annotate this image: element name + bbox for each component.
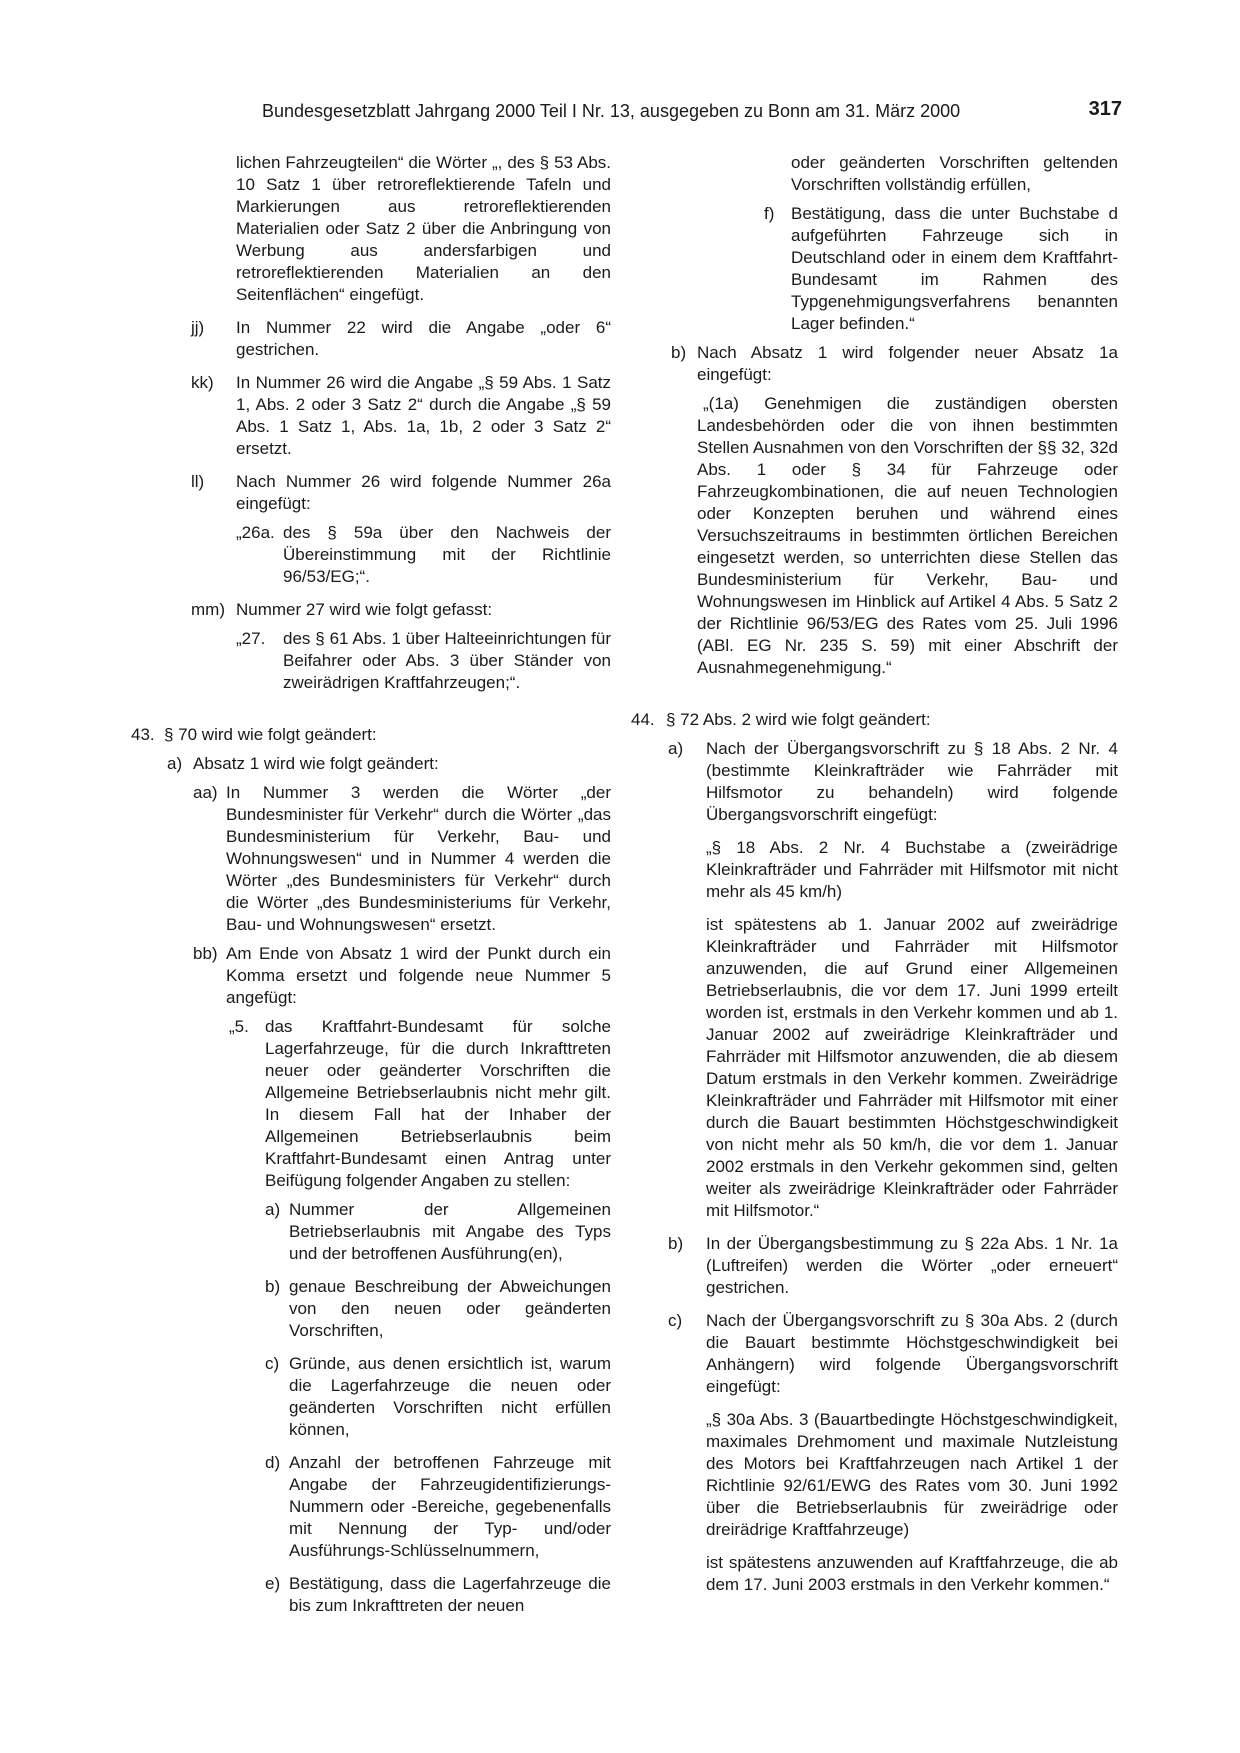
item-text: genaue Beschreibung der Abweichungen von den neuen oder geänderten Vorschriften, bbox=[289, 1277, 611, 1340]
right-column bbox=[631, 152, 1118, 1596]
item-label: „5. bbox=[229, 1017, 249, 1036]
item-text: Bestätigung, dass die Lagerfahrzeuge die bis zum Inkrafttreten der neuen bbox=[289, 1574, 611, 1615]
quote-nr-5 bbox=[131, 1016, 611, 1192]
list-item-kk bbox=[131, 372, 611, 460]
quote-18-abs-2-body bbox=[631, 914, 1118, 1222]
item-text: Am Ende von Absatz 1 wird der Punkt durch ein Komma ersetzt und folgende neue Nummer 5 angefügt: bbox=[226, 944, 611, 1007]
item-label: e) bbox=[265, 1574, 281, 1593]
quote-5-item-f bbox=[631, 203, 1118, 335]
quote-text: „§ 30a Abs. 3 (Bauartbedingte Höchstgeschwindigkeit, maximales Drehmoment und maximale Nutzleistung des Motors bei Kraftfahrzeugen nach Artikel 1 der Richtlinie 92/61/EWG des Rates vom 30. Juni 1992 über die Betriebserlaubnis für zweirädrige oder dreirädrige Kraftfahrzeuge) bbox=[706, 1410, 1118, 1539]
item-label: c) bbox=[265, 1354, 280, 1373]
item-label: aa) bbox=[193, 783, 218, 802]
section-text: § 72 Abs. 2 wird wie folgt geändert: bbox=[666, 710, 931, 729]
item-text: Nach Nummer 26 wird folgende Nummer 26a eingefügt: bbox=[236, 472, 611, 513]
quote-text: ist spätestens anzuwenden auf Kraftfahrzeuge, die ab dem 17. Juni 2003 erstmals in den Verkehr kommen.“ bbox=[706, 1553, 1118, 1594]
quote-5-item-b bbox=[131, 1276, 611, 1342]
section-44 bbox=[631, 709, 1118, 731]
item-label: a) bbox=[167, 754, 183, 773]
item-label: ll) bbox=[191, 472, 205, 491]
quote-text: „(1a) Genehmigen die zuständigen obersten Landesbehörden oder die von ihnen bestimmten Stellen Ausnahmen von den Vorschriften der §§ 32, 32d Abs. 1 oder § 34 für Fahrzeuge oder Fahrzeugkombinationen, die auf neuen Technologien oder Konzepten beruhen und während eines Versuchszeitraums in bestimmten örtlichen Bereichen eingesetzt werden, so unterrichten diese Stellen das Bundesministerium für Verkehr, Bau- und Wohnungswesen im Hinblick auf Artikel 4 Abs. 5 Satz 2 der Richtlinie 96/53/EG des Rates vom 25. Juli 1996 (ABl. EG Nr. 235 S. 59) mit einer Abschrift der Ausnahmegenehmigung.“ bbox=[697, 394, 1118, 677]
item-text: Nach Absatz 1 wird folgender neuer Absatz 1a eingefügt: bbox=[697, 343, 1118, 384]
page-number: 317 bbox=[1088, 98, 1122, 120]
item-label: f) bbox=[764, 204, 775, 223]
quote-5-item-e bbox=[131, 1573, 611, 1617]
quote-text: ist spätestens ab 1. Januar 2002 auf zweirädrige Kleinkrafträder und Fahrräder mit Hilfsmotor anzuwenden, die auf Grund einer Allgemeinen Betriebserlaubnis, die vor dem 17. Juni 1999 erteilt worden ist, erstmals in den Verkehr kommen und ab 1. Januar 2002 auf zweirädrige Kleinkrafträder und Fahrräder mit Hilfsmotor anzuwenden, die ab diesem Datum erstmals in den Verkehr kommen. Zweirädrige Kleinkrafträder und Fahrräder mit Hilfsmotor mit einer durch die Bauart bestimmten Höchstgeschwindigkeit von nicht mehr als 50 km/h, die vor dem 1. Januar 2002 erstmals in den Verkehr gekommen sind, gelten weiter als zweirädrige Kleinkrafträder oder Fahrräder mit Hilfsmotor.“ bbox=[706, 915, 1118, 1220]
item-label: b) bbox=[671, 343, 687, 362]
section-44-a bbox=[631, 738, 1118, 826]
quote-27 bbox=[131, 628, 611, 694]
item-label: kk) bbox=[191, 373, 214, 392]
section-43-b bbox=[631, 342, 1118, 386]
quote-5-item-d bbox=[131, 1452, 611, 1562]
item-label: b) bbox=[265, 1277, 281, 1296]
item-label: a) bbox=[265, 1200, 281, 1219]
item-label: mm) bbox=[191, 600, 225, 619]
list-item-mm bbox=[131, 599, 611, 621]
item-label: a) bbox=[668, 739, 684, 758]
item-label: bb) bbox=[193, 944, 218, 963]
section-text: § 70 wird wie folgt geändert: bbox=[164, 725, 377, 744]
item-text: Nach der Übergangsvorschrift zu § 18 Abs. 2 Nr. 4 (bestimmte Kleinkrafträder wie Fahrräder mit Hilfsmotor zu behandeln) wird folgende Übergangsvorschrift eingefügt: bbox=[706, 739, 1118, 824]
item-text: des § 59a über den Nachweis der Übereinstimmung mit der Richtlinie 96/53/EG;“. bbox=[283, 523, 611, 586]
item-text: Anzahl der betroffenen Fahrzeuge mit Angabe der Fahrzeugidentifizierungs-Nummern oder -Bereiche, gegebenenfalls mit Nennung der Typ- und/oder Ausführungs-Schlüsselnummern, bbox=[289, 1453, 611, 1560]
section-number: 43. bbox=[131, 725, 155, 744]
section-number: 44. bbox=[631, 710, 655, 729]
section-43-aa bbox=[131, 782, 611, 936]
item-text: In Nummer 26 wird die Angabe „§ 59 Abs. 1 Satz 1, Abs. 2 oder 3 Satz 2“ durch die Angabe „§ 59 Abs. 1 Satz 1, Abs. 1a, 1b, 2 oder 3 Satz 2“ ersetzt. bbox=[236, 373, 611, 458]
item-text: Nach der Übergangsvorschrift zu § 30a Abs. 2 (durch die Bauart bestimmte Höchstgeschwindigkeit bei Anhängern) wird folgende Übergangsvorschrift eingefügt: bbox=[706, 1311, 1118, 1396]
item-text: des § 61 Abs. 1 über Halteeinrichtungen für Beifahrer oder Abs. 3 über Ständer von zweirädrigen Kraftfahrzeugen;“. bbox=[283, 629, 611, 692]
section-43 bbox=[131, 724, 611, 746]
running-title: Bundesgesetzblatt Jahrgang 2000 Teil I Nr. 13, ausgegeben zu Bonn am 31. März 2000 bbox=[262, 101, 961, 121]
section-43-a bbox=[131, 753, 611, 775]
quote-5-item-c bbox=[131, 1353, 611, 1441]
item-label: b) bbox=[668, 1234, 684, 1253]
section-43-bb bbox=[131, 943, 611, 1009]
item-text: Nummer 27 wird wie folgt gefasst: bbox=[236, 600, 493, 619]
continued-item-e bbox=[631, 152, 1118, 196]
item-label: jj) bbox=[191, 318, 205, 337]
continued-paragraph bbox=[131, 152, 611, 306]
paragraph-text: oder geänderten Vorschriften geltenden Vorschriften vollständig erfüllen, bbox=[791, 153, 1118, 194]
item-text: Gründe, aus denen ersichtlich ist, warum die Lagerfahrzeuge die neuen oder geänderten Vorschriften nicht erfüllen können, bbox=[289, 1354, 611, 1439]
quote-text: „§ 18 Abs. 2 Nr. 4 Buchstabe a (zweirädrige Kleinkrafträder und Fahrräder mit Hilfsmotor mit nicht mehr als 45 km/h) bbox=[706, 838, 1118, 901]
item-text: Nummer der Allgemeinen Betriebserlaubnis mit Angabe des Typs und der betroffenen Ausführung(en), bbox=[289, 1200, 611, 1263]
item-text: In Nummer 3 werden die Wörter „der Bundesminister für Verkehr“ durch die Wörter „das Bundesministerium für Verkehr, Bau- und Wohnungswesen“ und in Nummer 4 werden die Wörter „des Bundesministers für Verkehr“ durch die Wörter „des Bundesministeriums für Verkehr, Bau- und Wohnungswesen“ ersetzt. bbox=[226, 783, 611, 934]
paragraph-text: lichen Fahrzeugteilen“ die Wörter „, des § 53 Abs. 10 Satz 1 über retroreflektierende Tafeln und Markierungen aus retroreflektierenden Materialien oder Satz 2 über die Anbringung von Werbung aus andersfarbigen und retroreflektierenden Materialien an den Seitenflächen“ eingefügt. bbox=[236, 153, 611, 304]
item-label: „27. bbox=[236, 629, 266, 648]
section-44-b bbox=[631, 1233, 1118, 1299]
list-item-jj bbox=[131, 317, 611, 361]
quote-18-abs-2 bbox=[631, 837, 1118, 903]
list-item-ll bbox=[131, 471, 611, 515]
left-column bbox=[131, 152, 611, 1617]
item-label: d) bbox=[265, 1453, 281, 1472]
quote-30a-abs-3 bbox=[631, 1409, 1118, 1541]
quote-30a-abs-3-body bbox=[631, 1552, 1118, 1596]
item-text: das Kraftfahrt-Bundesamt für solche Lagerfahrzeuge, für die durch Inkrafttreten neuer oder geänderter Vorschriften die Allgemeine Betriebserlaubnis nicht mehr gilt. In diesem Fall hat der Inhaber der Allgemeinen Betriebserlaubnis beim Kraftfahrt-Bundesamt einen Antrag unter Beifügung folgender Angaben zu stellen: bbox=[265, 1017, 611, 1190]
item-text: In der Übergangsbestimmung zu § 22a Abs. 1 Nr. 1a (Luftreifen) werden die Wörter „oder erneuert“ gestrichen. bbox=[706, 1234, 1118, 1297]
section-44-c bbox=[631, 1310, 1118, 1398]
quote-absatz-1a bbox=[631, 393, 1118, 679]
item-text: Absatz 1 wird wie folgt geändert: bbox=[193, 754, 439, 773]
item-text: Bestätigung, dass die unter Buchstabe d aufgeführten Fahrzeuge sich in Deutschland oder in einem dem Kraftfahrt-Bundesamt im Rahmen des Typgenehmigungsverfahrens benannten Lager befinden.“ bbox=[791, 204, 1118, 333]
item-text: In Nummer 22 wird die Angabe „oder 6“ gestrichen. bbox=[236, 318, 611, 359]
item-label: c) bbox=[668, 1311, 683, 1330]
quote-26a bbox=[131, 522, 611, 588]
quote-5-item-a bbox=[131, 1199, 611, 1265]
item-label: „26a. bbox=[236, 523, 275, 542]
